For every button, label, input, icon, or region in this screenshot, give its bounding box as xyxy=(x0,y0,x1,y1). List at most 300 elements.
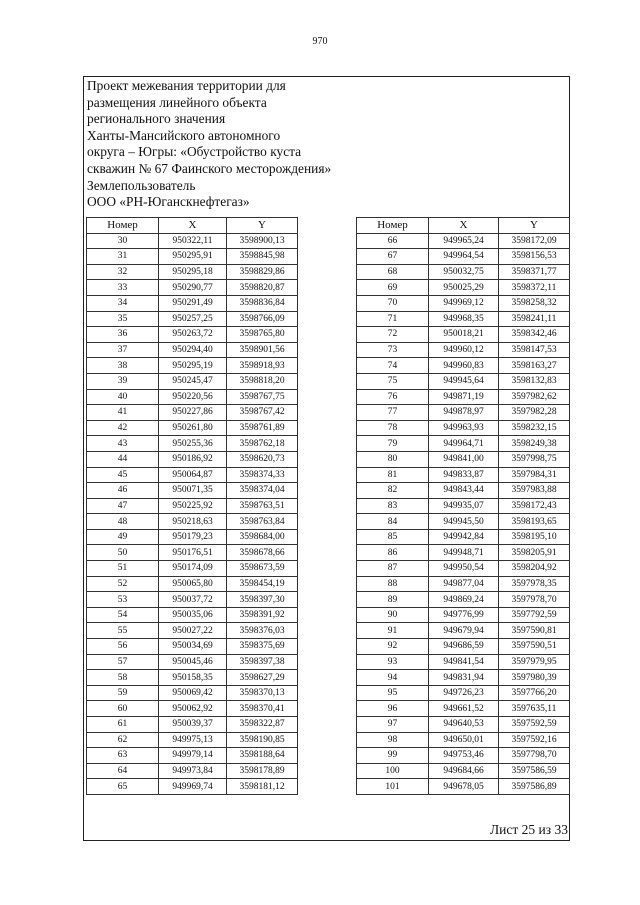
x-coordinate-cell: 950295,18 xyxy=(159,264,227,280)
table-row xyxy=(87,483,298,499)
project-title xyxy=(87,78,387,211)
x-coordinate-cell: 949964,71 xyxy=(429,436,499,452)
y-coordinate-cell: 3597798,70 xyxy=(499,748,570,764)
table-row xyxy=(357,763,570,779)
x-coordinate-cell: 949968,35 xyxy=(429,311,499,327)
point-number-cell: 57 xyxy=(87,654,159,670)
y-coordinate-cell: 3597984,31 xyxy=(499,467,570,483)
table-row xyxy=(87,467,298,483)
x-coordinate-cell: 949945,50 xyxy=(429,514,499,530)
y-coordinate-cell: 3598391,92 xyxy=(227,607,298,623)
x-coordinate-cell: 949843,44 xyxy=(429,483,499,499)
table-row xyxy=(87,701,298,717)
point-number-cell: 42 xyxy=(87,420,159,436)
table-row xyxy=(357,607,570,623)
title-line: округа – Югры: «Обустройство куста xyxy=(87,144,302,160)
table-row xyxy=(357,732,570,748)
y-coordinate-cell: 3598761,89 xyxy=(227,420,298,436)
point-number-cell: 84 xyxy=(357,514,429,530)
y-coordinate-cell: 3598370,13 xyxy=(227,685,298,701)
point-number-cell: 75 xyxy=(357,373,429,389)
table-row xyxy=(87,498,298,514)
x-coordinate-cell: 950295,91 xyxy=(159,249,227,265)
table-row xyxy=(357,654,570,670)
x-coordinate-cell: 950322,11 xyxy=(159,233,227,249)
header-y: Y xyxy=(227,218,298,234)
y-coordinate-cell: 3597998,75 xyxy=(499,451,570,467)
y-coordinate-cell: 3598620,73 xyxy=(227,451,298,467)
table-row xyxy=(357,748,570,764)
x-coordinate-cell: 949942,84 xyxy=(429,529,499,545)
x-coordinate-cell: 950037,72 xyxy=(159,592,227,608)
point-number-cell: 40 xyxy=(87,389,159,405)
table-header-row xyxy=(357,218,570,234)
table-row xyxy=(357,639,570,655)
table-row xyxy=(87,529,298,545)
table-row xyxy=(87,545,298,561)
x-coordinate-cell: 950218,63 xyxy=(159,514,227,530)
x-coordinate-cell: 949963,93 xyxy=(429,420,499,436)
point-number-cell: 81 xyxy=(357,467,429,483)
table-row xyxy=(87,389,298,405)
y-coordinate-cell: 3597982,28 xyxy=(499,405,570,421)
point-number-cell: 50 xyxy=(87,545,159,561)
point-number-cell: 86 xyxy=(357,545,429,561)
y-coordinate-cell: 3598820,87 xyxy=(227,280,298,296)
x-coordinate-cell: 950294,40 xyxy=(159,342,227,358)
point-number-cell: 35 xyxy=(87,311,159,327)
table-row xyxy=(87,451,298,467)
table-row xyxy=(357,529,570,545)
y-coordinate-cell: 3598163,27 xyxy=(499,358,570,374)
x-coordinate-cell: 950227,86 xyxy=(159,405,227,421)
y-coordinate-cell: 3598918,93 xyxy=(227,358,298,374)
y-coordinate-cell: 3597586,59 xyxy=(499,763,570,779)
table-row xyxy=(87,264,298,280)
y-coordinate-cell: 3598767,42 xyxy=(227,405,298,421)
x-coordinate-cell: 950263,72 xyxy=(159,327,227,343)
table-row xyxy=(87,327,298,343)
table-row xyxy=(87,779,298,795)
y-coordinate-cell: 3597979,95 xyxy=(499,654,570,670)
table-row xyxy=(87,280,298,296)
y-coordinate-cell: 3598193,65 xyxy=(499,514,570,530)
x-coordinate-cell: 949965,24 xyxy=(429,233,499,249)
y-coordinate-cell: 3597586,89 xyxy=(499,779,570,795)
x-coordinate-cell: 949945,64 xyxy=(429,373,499,389)
table-row xyxy=(357,685,570,701)
x-coordinate-cell: 949877,04 xyxy=(429,576,499,592)
x-coordinate-cell: 949640,53 xyxy=(429,717,499,733)
point-number-cell: 56 xyxy=(87,639,159,655)
y-coordinate-cell: 3598454,19 xyxy=(227,576,298,592)
x-coordinate-cell: 950025,29 xyxy=(429,280,499,296)
x-coordinate-cell: 950032,75 xyxy=(429,264,499,280)
x-coordinate-cell: 949831,94 xyxy=(429,670,499,686)
x-coordinate-cell: 950174,09 xyxy=(159,561,227,577)
y-coordinate-cell: 3598258,32 xyxy=(499,295,570,311)
table-row xyxy=(87,436,298,452)
point-number-cell: 48 xyxy=(87,514,159,530)
table-row xyxy=(87,373,298,389)
table-row xyxy=(357,295,570,311)
x-coordinate-cell: 949975,13 xyxy=(159,732,227,748)
point-number-cell: 66 xyxy=(357,233,429,249)
table-row xyxy=(357,373,570,389)
table-row xyxy=(87,342,298,358)
title-line: регионального значения xyxy=(87,111,226,127)
point-number-cell: 101 xyxy=(357,779,429,795)
x-coordinate-cell: 950027,22 xyxy=(159,623,227,639)
point-number-cell: 85 xyxy=(357,529,429,545)
y-coordinate-cell: 3598178,89 xyxy=(227,763,298,779)
x-coordinate-cell: 950255,36 xyxy=(159,436,227,452)
table-row xyxy=(87,592,298,608)
y-coordinate-cell: 3598190,85 xyxy=(227,732,298,748)
table-row xyxy=(87,514,298,530)
y-coordinate-cell: 3598829,86 xyxy=(227,264,298,280)
x-coordinate-cell: 949753,46 xyxy=(429,748,499,764)
x-coordinate-cell: 949973,84 xyxy=(159,763,227,779)
x-coordinate-cell: 950290,77 xyxy=(159,280,227,296)
point-number-cell: 58 xyxy=(87,670,159,686)
x-coordinate-cell: 949960,12 xyxy=(429,342,499,358)
table-row xyxy=(357,358,570,374)
header-number: Номер xyxy=(357,218,429,234)
point-number-cell: 62 xyxy=(87,732,159,748)
x-coordinate-cell: 950065,80 xyxy=(159,576,227,592)
point-number-cell: 76 xyxy=(357,389,429,405)
point-number-cell: 67 xyxy=(357,249,429,265)
x-coordinate-cell: 950018,21 xyxy=(429,327,499,343)
y-coordinate-cell: 3598342,46 xyxy=(499,327,570,343)
y-coordinate-cell: 3598397,30 xyxy=(227,592,298,608)
title-line: размещения линейного объекта xyxy=(87,94,267,110)
table-row xyxy=(87,670,298,686)
table-row xyxy=(87,639,298,655)
x-coordinate-cell: 950220,56 xyxy=(159,389,227,405)
point-number-cell: 71 xyxy=(357,311,429,327)
y-coordinate-cell: 3598249,38 xyxy=(499,436,570,452)
point-number-cell: 54 xyxy=(87,607,159,623)
point-number-cell: 60 xyxy=(87,701,159,717)
page-number: 970 xyxy=(312,36,328,47)
table-row xyxy=(357,779,570,795)
table-row xyxy=(357,717,570,733)
y-coordinate-cell: 3598322,87 xyxy=(227,717,298,733)
point-number-cell: 46 xyxy=(87,483,159,499)
y-coordinate-cell: 3598762,18 xyxy=(227,436,298,452)
y-coordinate-cell: 3598188,64 xyxy=(227,748,298,764)
x-coordinate-cell: 949950,54 xyxy=(429,561,499,577)
y-coordinate-cell: 3598195,10 xyxy=(499,529,570,545)
point-number-cell: 55 xyxy=(87,623,159,639)
table-row xyxy=(87,358,298,374)
table-row xyxy=(87,249,298,265)
point-number-cell: 91 xyxy=(357,623,429,639)
y-coordinate-cell: 3597592,59 xyxy=(499,717,570,733)
point-number-cell: 36 xyxy=(87,327,159,343)
point-number-cell: 72 xyxy=(357,327,429,343)
point-number-cell: 94 xyxy=(357,670,429,686)
table-row xyxy=(87,607,298,623)
x-coordinate-cell: 949679,94 xyxy=(429,623,499,639)
point-number-cell: 52 xyxy=(87,576,159,592)
point-number-cell: 79 xyxy=(357,436,429,452)
table-row xyxy=(87,732,298,748)
table-row xyxy=(357,264,570,280)
table-row xyxy=(87,748,298,764)
table-row xyxy=(87,295,298,311)
table-row xyxy=(357,467,570,483)
table-row xyxy=(357,405,570,421)
x-coordinate-cell: 950069,42 xyxy=(159,685,227,701)
y-coordinate-cell: 3598375,69 xyxy=(227,639,298,655)
table-row xyxy=(357,436,570,452)
y-coordinate-cell: 3598172,43 xyxy=(499,498,570,514)
y-coordinate-cell: 3598818,20 xyxy=(227,373,298,389)
point-number-cell: 68 xyxy=(357,264,429,280)
y-coordinate-cell: 3598172,09 xyxy=(499,233,570,249)
x-coordinate-cell: 950261,80 xyxy=(159,420,227,436)
y-coordinate-cell: 3597980,39 xyxy=(499,670,570,686)
y-coordinate-cell: 3598763,51 xyxy=(227,498,298,514)
y-coordinate-cell: 3597766,20 xyxy=(499,685,570,701)
point-number-cell: 70 xyxy=(357,295,429,311)
point-number-cell: 63 xyxy=(87,748,159,764)
table-row xyxy=(357,311,570,327)
point-number-cell: 65 xyxy=(87,779,159,795)
point-number-cell: 73 xyxy=(357,342,429,358)
table-row xyxy=(87,623,298,639)
y-coordinate-cell: 3598372,11 xyxy=(499,280,570,296)
point-number-cell: 82 xyxy=(357,483,429,499)
x-coordinate-cell: 950158,35 xyxy=(159,670,227,686)
y-coordinate-cell: 3598845,98 xyxy=(227,249,298,265)
x-coordinate-cell: 950245,47 xyxy=(159,373,227,389)
point-number-cell: 47 xyxy=(87,498,159,514)
y-coordinate-cell: 3598376,03 xyxy=(227,623,298,639)
table-row xyxy=(87,717,298,733)
table-row xyxy=(87,561,298,577)
point-number-cell: 93 xyxy=(357,654,429,670)
y-coordinate-cell: 3598900,13 xyxy=(227,233,298,249)
x-coordinate-cell: 949661,52 xyxy=(429,701,499,717)
table-row xyxy=(357,623,570,639)
x-coordinate-cell: 950035,06 xyxy=(159,607,227,623)
point-number-cell: 80 xyxy=(357,451,429,467)
point-number-cell: 33 xyxy=(87,280,159,296)
point-number-cell: 87 xyxy=(357,561,429,577)
x-coordinate-cell: 949878,97 xyxy=(429,405,499,421)
table-row xyxy=(87,763,298,779)
table-row xyxy=(357,483,570,499)
title-line: Ханты-Мансийского автономного xyxy=(87,127,281,143)
x-coordinate-cell: 949650,01 xyxy=(429,732,499,748)
x-coordinate-cell: 949684,66 xyxy=(429,763,499,779)
x-coordinate-cell: 949726,23 xyxy=(429,685,499,701)
y-coordinate-cell: 3598836,84 xyxy=(227,295,298,311)
point-number-cell: 39 xyxy=(87,373,159,389)
x-coordinate-cell: 950179,23 xyxy=(159,529,227,545)
x-coordinate-cell: 950291,49 xyxy=(159,295,227,311)
table-row xyxy=(357,592,570,608)
point-number-cell: 77 xyxy=(357,405,429,421)
table-row xyxy=(357,342,570,358)
y-coordinate-cell: 3598397,38 xyxy=(227,654,298,670)
x-coordinate-cell: 949948,71 xyxy=(429,545,499,561)
point-number-cell: 96 xyxy=(357,701,429,717)
title-line: скважин № 67 Фаинского месторождения» xyxy=(87,160,332,176)
x-coordinate-cell: 949871,19 xyxy=(429,389,499,405)
table-row xyxy=(357,233,570,249)
point-number-cell: 95 xyxy=(357,685,429,701)
table-row xyxy=(357,670,570,686)
x-coordinate-cell: 950176,51 xyxy=(159,545,227,561)
title-line: Проект межевания территории для xyxy=(87,78,286,93)
y-coordinate-cell: 3598232,15 xyxy=(499,420,570,436)
y-coordinate-cell: 3598673,59 xyxy=(227,561,298,577)
y-coordinate-cell: 3598901,56 xyxy=(227,342,298,358)
x-coordinate-cell: 950186,92 xyxy=(159,451,227,467)
point-number-cell: 45 xyxy=(87,467,159,483)
point-number-cell: 30 xyxy=(87,233,159,249)
point-number-cell: 34 xyxy=(87,295,159,311)
point-number-cell: 53 xyxy=(87,592,159,608)
x-coordinate-cell: 950225,92 xyxy=(159,498,227,514)
y-coordinate-cell: 3598132,83 xyxy=(499,373,570,389)
y-coordinate-cell: 3598374,33 xyxy=(227,467,298,483)
y-coordinate-cell: 3598241,11 xyxy=(499,311,570,327)
y-coordinate-cell: 3598766,09 xyxy=(227,311,298,327)
point-number-cell: 90 xyxy=(357,607,429,623)
y-coordinate-cell: 3598763,84 xyxy=(227,514,298,530)
y-coordinate-cell: 3597983,88 xyxy=(499,483,570,499)
table-row xyxy=(357,514,570,530)
table-row xyxy=(357,498,570,514)
x-coordinate-cell: 950062,92 xyxy=(159,701,227,717)
x-coordinate-cell: 949979,14 xyxy=(159,748,227,764)
x-coordinate-cell: 950034,69 xyxy=(159,639,227,655)
header-x: X xyxy=(429,218,499,234)
x-coordinate-cell: 949841,00 xyxy=(429,451,499,467)
y-coordinate-cell: 3598374,04 xyxy=(227,483,298,499)
table-row xyxy=(357,701,570,717)
point-number-cell: 83 xyxy=(357,498,429,514)
y-coordinate-cell: 3598684,00 xyxy=(227,529,298,545)
point-number-cell: 69 xyxy=(357,280,429,296)
table-row xyxy=(87,576,298,592)
point-number-cell: 37 xyxy=(87,342,159,358)
x-coordinate-cell: 950039,37 xyxy=(159,717,227,733)
y-coordinate-cell: 3598156,53 xyxy=(499,249,570,265)
y-coordinate-cell: 3597592,16 xyxy=(499,732,570,748)
y-coordinate-cell: 3597978,35 xyxy=(499,576,570,592)
y-coordinate-cell: 3597792,59 xyxy=(499,607,570,623)
table-row xyxy=(357,327,570,343)
point-number-cell: 38 xyxy=(87,358,159,374)
x-coordinate-cell: 950257,25 xyxy=(159,311,227,327)
x-coordinate-cell: 949960,83 xyxy=(429,358,499,374)
y-coordinate-cell: 3598678,66 xyxy=(227,545,298,561)
y-coordinate-cell: 3598371,77 xyxy=(499,264,570,280)
y-coordinate-cell: 3598765,80 xyxy=(227,327,298,343)
x-coordinate-cell: 949969,74 xyxy=(159,779,227,795)
x-coordinate-cell: 949869,24 xyxy=(429,592,499,608)
y-coordinate-cell: 3597590,51 xyxy=(499,639,570,655)
x-coordinate-cell: 950071,35 xyxy=(159,483,227,499)
table-row xyxy=(357,545,570,561)
table-row xyxy=(357,561,570,577)
point-number-cell: 74 xyxy=(357,358,429,374)
y-coordinate-cell: 3598627,29 xyxy=(227,670,298,686)
coordinates-table-right xyxy=(356,217,570,795)
y-coordinate-cell: 3598181,12 xyxy=(227,779,298,795)
x-coordinate-cell: 949833,87 xyxy=(429,467,499,483)
y-coordinate-cell: 3598767,75 xyxy=(227,389,298,405)
x-coordinate-cell: 949686,59 xyxy=(429,639,499,655)
point-number-cell: 31 xyxy=(87,249,159,265)
table-row xyxy=(87,685,298,701)
table-header-row xyxy=(87,218,298,234)
x-coordinate-cell: 950045,46 xyxy=(159,654,227,670)
point-number-cell: 98 xyxy=(357,732,429,748)
title-line: Землепользователь xyxy=(87,177,196,193)
x-coordinate-cell: 949678,05 xyxy=(429,779,499,795)
sheet-label: Лист 25 из 33 xyxy=(490,822,568,837)
table-row xyxy=(357,451,570,467)
point-number-cell: 89 xyxy=(357,592,429,608)
point-number-cell: 99 xyxy=(357,748,429,764)
header-x: X xyxy=(159,218,227,234)
point-number-cell: 51 xyxy=(87,561,159,577)
x-coordinate-cell: 949969,12 xyxy=(429,295,499,311)
table-row xyxy=(357,280,570,296)
point-number-cell: 44 xyxy=(87,451,159,467)
y-coordinate-cell: 3597982,62 xyxy=(499,389,570,405)
title-line: ООО «РН-Юганскнефтегаз» xyxy=(87,194,250,210)
table-row xyxy=(87,420,298,436)
table-row xyxy=(87,405,298,421)
y-coordinate-cell: 3597978,70 xyxy=(499,592,570,608)
x-coordinate-cell: 949935,07 xyxy=(429,498,499,514)
table-row xyxy=(357,420,570,436)
x-coordinate-cell: 950064,87 xyxy=(159,467,227,483)
y-coordinate-cell: 3597635,11 xyxy=(499,701,570,717)
table-row xyxy=(87,654,298,670)
point-number-cell: 64 xyxy=(87,763,159,779)
header-y: Y xyxy=(499,218,570,234)
y-coordinate-cell: 3597590,81 xyxy=(499,623,570,639)
table-row xyxy=(87,233,298,249)
point-number-cell: 92 xyxy=(357,639,429,655)
point-number-cell: 97 xyxy=(357,717,429,733)
header-number: Номер xyxy=(87,218,159,234)
point-number-cell: 88 xyxy=(357,576,429,592)
y-coordinate-cell: 3598204,92 xyxy=(499,561,570,577)
x-coordinate-cell: 949841,54 xyxy=(429,654,499,670)
point-number-cell: 49 xyxy=(87,529,159,545)
point-number-cell: 32 xyxy=(87,264,159,280)
table-row xyxy=(357,576,570,592)
point-number-cell: 41 xyxy=(87,405,159,421)
table-row xyxy=(87,311,298,327)
y-coordinate-cell: 3598205,91 xyxy=(499,545,570,561)
x-coordinate-cell: 950295,19 xyxy=(159,358,227,374)
point-number-cell: 78 xyxy=(357,420,429,436)
x-coordinate-cell: 949964,54 xyxy=(429,249,499,265)
coordinates-table-left xyxy=(86,217,298,795)
